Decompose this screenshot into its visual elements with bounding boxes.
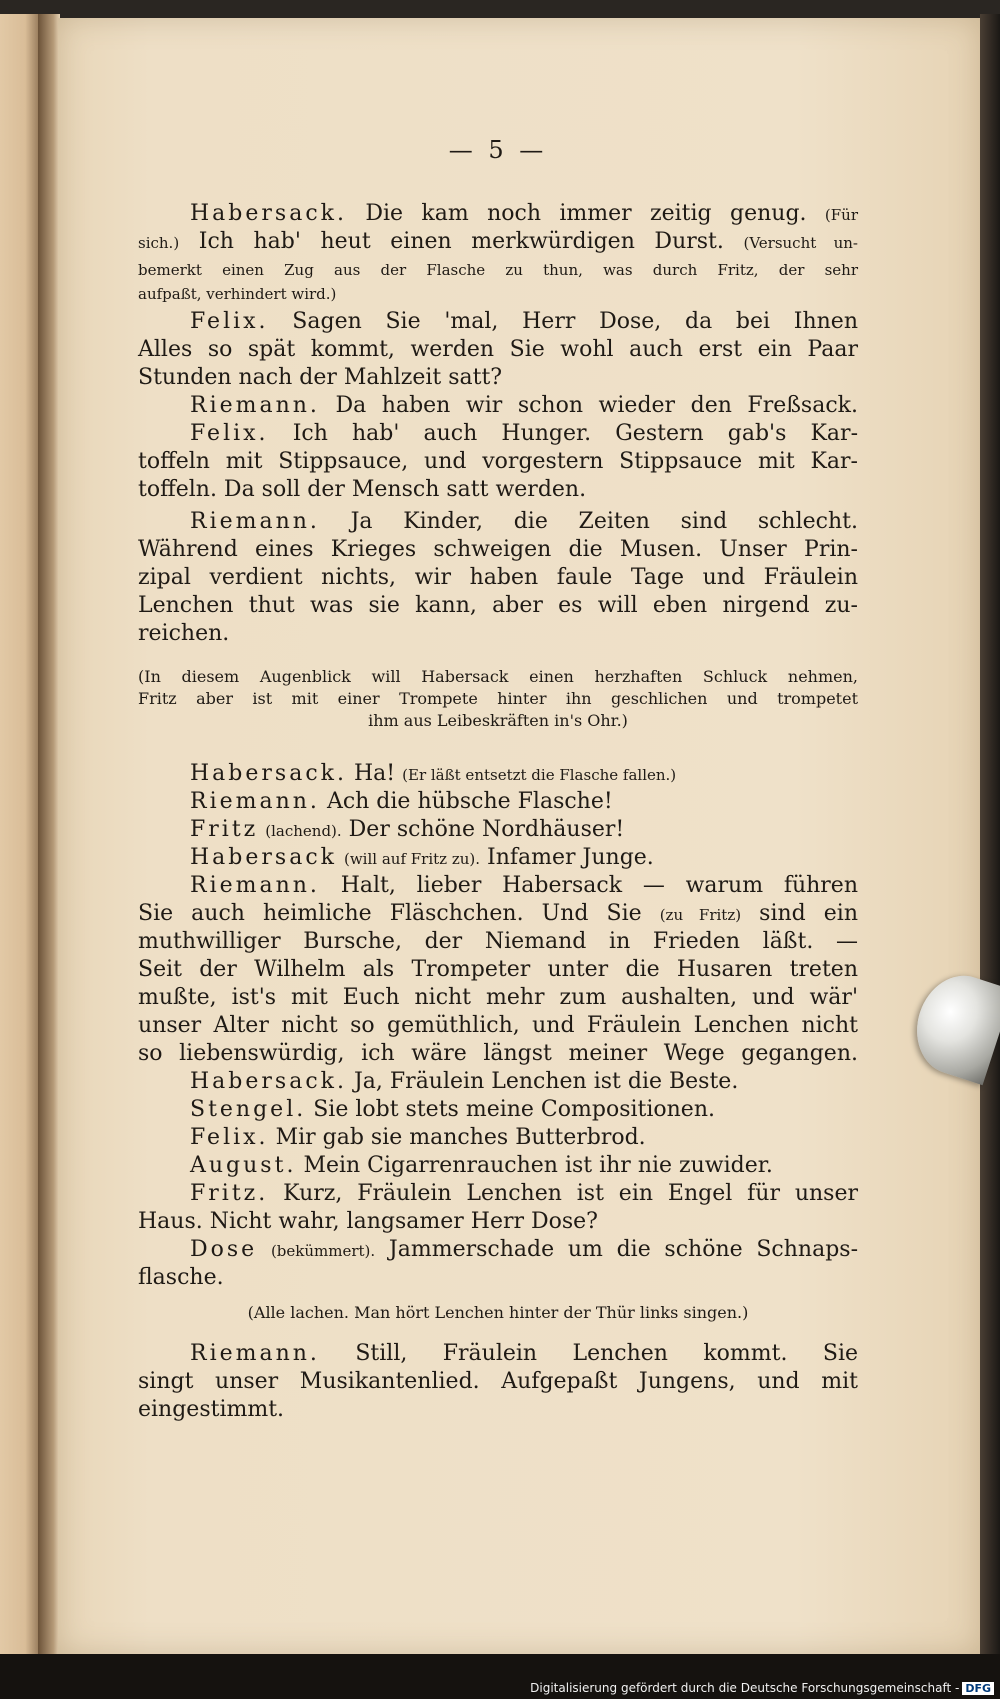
text-line bbox=[138, 1236, 858, 1264]
paragraph-riemann-3 bbox=[138, 872, 858, 1068]
text-line bbox=[138, 1096, 858, 1124]
speech-text: Der schöne Nordhäuser! bbox=[348, 817, 625, 842]
speech-text: Ha! bbox=[353, 761, 396, 786]
speech-text: Sagen Sie 'mal, Herr Dose, da bei Ihnen bbox=[292, 309, 858, 334]
speech-text: Kurz, Fräulein Lenchen ist ein Engel für unser bbox=[283, 1181, 858, 1206]
text-line bbox=[138, 392, 858, 420]
text-line: eingestimmt. bbox=[138, 1397, 285, 1422]
speech-text: Jammerschade um die schöne Schnaps- bbox=[388, 1237, 859, 1262]
book-page bbox=[58, 18, 980, 1654]
text-line bbox=[138, 872, 858, 900]
text-line: muthwilliger Bursche, der Niemand in Frieden läßt. — bbox=[138, 929, 858, 954]
speaker-name: Fritz. bbox=[190, 1181, 269, 1206]
speaker-name: Habersack. bbox=[190, 201, 347, 226]
text-line bbox=[138, 1340, 858, 1368]
text-line: Haus. Nicht wahr, langsamer Herr Dose? bbox=[138, 1209, 598, 1234]
speaker-name: August. bbox=[190, 1153, 297, 1178]
stage-note: (zu Fritz) bbox=[659, 906, 742, 924]
text-line: Seit der Wilhelm als Trompeter unter die Husaren treten bbox=[138, 957, 858, 982]
text-line bbox=[138, 1068, 858, 1096]
text-line bbox=[138, 816, 858, 844]
speaker-name: Riemann. bbox=[190, 1341, 320, 1366]
speech-text: Ja Kinder, die Zeiten sind schlecht. bbox=[350, 509, 858, 534]
speaker-name: Habersack. bbox=[190, 761, 347, 786]
speech-text: Die kam noch immer zeitig genug. bbox=[365, 201, 807, 226]
text-line: zipal verdient nichts, wir haben faule Tage und Fräulein bbox=[138, 565, 858, 590]
paragraph-habersack-1 bbox=[138, 200, 858, 304]
text-line: aufpaßt, verhindert wird.) bbox=[138, 285, 337, 303]
left-page-edge bbox=[0, 14, 42, 1654]
stage-note: (lachend). bbox=[265, 822, 342, 840]
text-line: bemerkt einen Zug aus der Flasche zu thun, was durch Fritz, der sehr bbox=[138, 261, 858, 279]
text-line: (Alle lachen. Man hört Lenchen hinter der Thür links singen.) bbox=[247, 1303, 749, 1322]
right-page-edge bbox=[980, 14, 1000, 1654]
speaker-name: Stengel. bbox=[190, 1097, 307, 1122]
text-line: Stunden nach der Mahlzeit satt? bbox=[138, 365, 503, 390]
dfg-logo: DFG bbox=[962, 1682, 994, 1695]
paragraph-riemann-4 bbox=[138, 1340, 858, 1424]
speaker-name: Riemann. bbox=[190, 789, 320, 814]
digitization-credit bbox=[530, 1681, 994, 1695]
text-line: Fritz aber ist mit einer Trompete hinter ihn geschlichen und trompetet bbox=[138, 689, 858, 708]
stage-note: sich.) bbox=[138, 234, 180, 252]
text-line bbox=[138, 1180, 858, 1208]
text-line bbox=[138, 844, 858, 872]
speech-text: Ach die hübsche Flasche! bbox=[326, 789, 613, 814]
speaker-name: Riemann. bbox=[190, 509, 320, 534]
text-line: ihm aus Leibeskräften in's Ohr.) bbox=[368, 711, 628, 730]
speech-text: sind ein bbox=[759, 901, 859, 926]
text-line bbox=[138, 308, 858, 336]
speaker-name: Riemann. bbox=[190, 393, 320, 418]
text-line: Alles so spät kommt, werden Sie wohl auch erst ein Paar bbox=[138, 337, 858, 362]
text-line: flasche. bbox=[138, 1265, 224, 1290]
text-line bbox=[138, 760, 858, 788]
text-line bbox=[138, 508, 858, 536]
paragraph-riemann-1 bbox=[138, 392, 858, 420]
speech-text: Ja, Fräulein Lenchen ist die Beste. bbox=[353, 1069, 739, 1094]
dialogue-block bbox=[138, 1068, 858, 1180]
speech-text: Halt, lieber Habersack — warum führen bbox=[340, 873, 858, 898]
speech-text: Still, Fräulein Lenchen kommt. Sie bbox=[355, 1341, 858, 1366]
speaker-name: Habersack. bbox=[190, 1069, 347, 1094]
speaker-name: Felix. bbox=[190, 309, 269, 334]
speech-text: Ich hab' heut einen merkwürdigen Durst. bbox=[198, 229, 724, 254]
speaker-name: Habersack bbox=[190, 845, 337, 870]
speech-text: Sie auch heimliche Fläschchen. Und Sie bbox=[138, 901, 642, 926]
text-line: toffeln. Da soll der Mensch satt werden. bbox=[138, 477, 587, 502]
text-line: mußte, ist's mit Euch nicht mehr zum aushalten, und wär' bbox=[138, 985, 858, 1010]
stage-note: (Für bbox=[824, 206, 858, 224]
credit-text: Digitalisierung gefördert durch die Deutsche Forschungsgemeinschaft - bbox=[530, 1681, 960, 1695]
stage-note: (Versucht un- bbox=[743, 234, 859, 252]
text-line: singt unser Musikantenlied. Aufgepaßt Jungens, und mit bbox=[138, 1369, 858, 1394]
speaker-name: Dose bbox=[190, 1237, 258, 1262]
text-line: unser Alter nicht so gemüthlich, und Fräulein Lenchen nicht bbox=[138, 1013, 858, 1038]
speaker-name: Felix. bbox=[190, 1125, 269, 1150]
speech-text: Da haben wir schon wieder den Freßsack. bbox=[335, 393, 858, 418]
text-line bbox=[138, 1152, 858, 1180]
text-line bbox=[138, 1124, 858, 1152]
text-line: (In diesem Augenblick will Habersack einen herzhaften Schluck nehmen, bbox=[138, 667, 858, 686]
speaker-name: Riemann. bbox=[190, 873, 320, 898]
speaker-name: Felix. bbox=[190, 421, 269, 446]
paragraph-felix-1 bbox=[138, 308, 858, 392]
text-line: so liebenswürdig, ich wäre längst meiner Wege gegangen. bbox=[138, 1041, 858, 1066]
text-line: toffeln mit Stippsauce, und vorgestern Stippsauce mit Kar- bbox=[138, 449, 858, 474]
text-line bbox=[138, 420, 858, 448]
text-line bbox=[138, 200, 858, 228]
page-number: — 5 — bbox=[448, 136, 548, 164]
paragraph-felix-2 bbox=[138, 420, 858, 504]
speech-text: Sie lobt stets meine Compositionen. bbox=[313, 1097, 715, 1122]
speech-text: Mir gab sie manches Butterbrod. bbox=[275, 1125, 646, 1150]
dialogue-block bbox=[138, 760, 858, 872]
paragraph-riemann-2 bbox=[138, 508, 858, 648]
book-gutter bbox=[38, 14, 60, 1654]
stage-direction bbox=[138, 666, 858, 732]
speech-text: Infamer Junge. bbox=[487, 845, 654, 870]
paragraph-dose bbox=[138, 1236, 858, 1292]
text-line bbox=[138, 228, 858, 256]
text-line: Während eines Krieges schweigen die Musen. Unser Prin- bbox=[138, 537, 858, 562]
stage-note: (bekümmert). bbox=[270, 1242, 376, 1260]
text-line bbox=[138, 788, 858, 816]
stage-note: (Er läßt entsetzt die Flasche fallen.) bbox=[402, 766, 677, 784]
text-line: reichen. bbox=[138, 621, 230, 646]
paragraph-fritz bbox=[138, 1180, 858, 1236]
stage-note: (will auf Fritz zu). bbox=[343, 850, 481, 868]
speaker-name: Fritz bbox=[190, 817, 259, 842]
stage-direction bbox=[138, 1302, 858, 1324]
text-line bbox=[138, 900, 858, 928]
speech-text: Mein Cigarrenrauchen ist ihr nie zuwider. bbox=[303, 1153, 773, 1178]
speech-text: Ich hab' auch Hunger. Gestern gab's Kar- bbox=[292, 421, 858, 446]
text-line: Lenchen thut was sie kann, aber es will eben nirgend zu- bbox=[138, 593, 858, 618]
